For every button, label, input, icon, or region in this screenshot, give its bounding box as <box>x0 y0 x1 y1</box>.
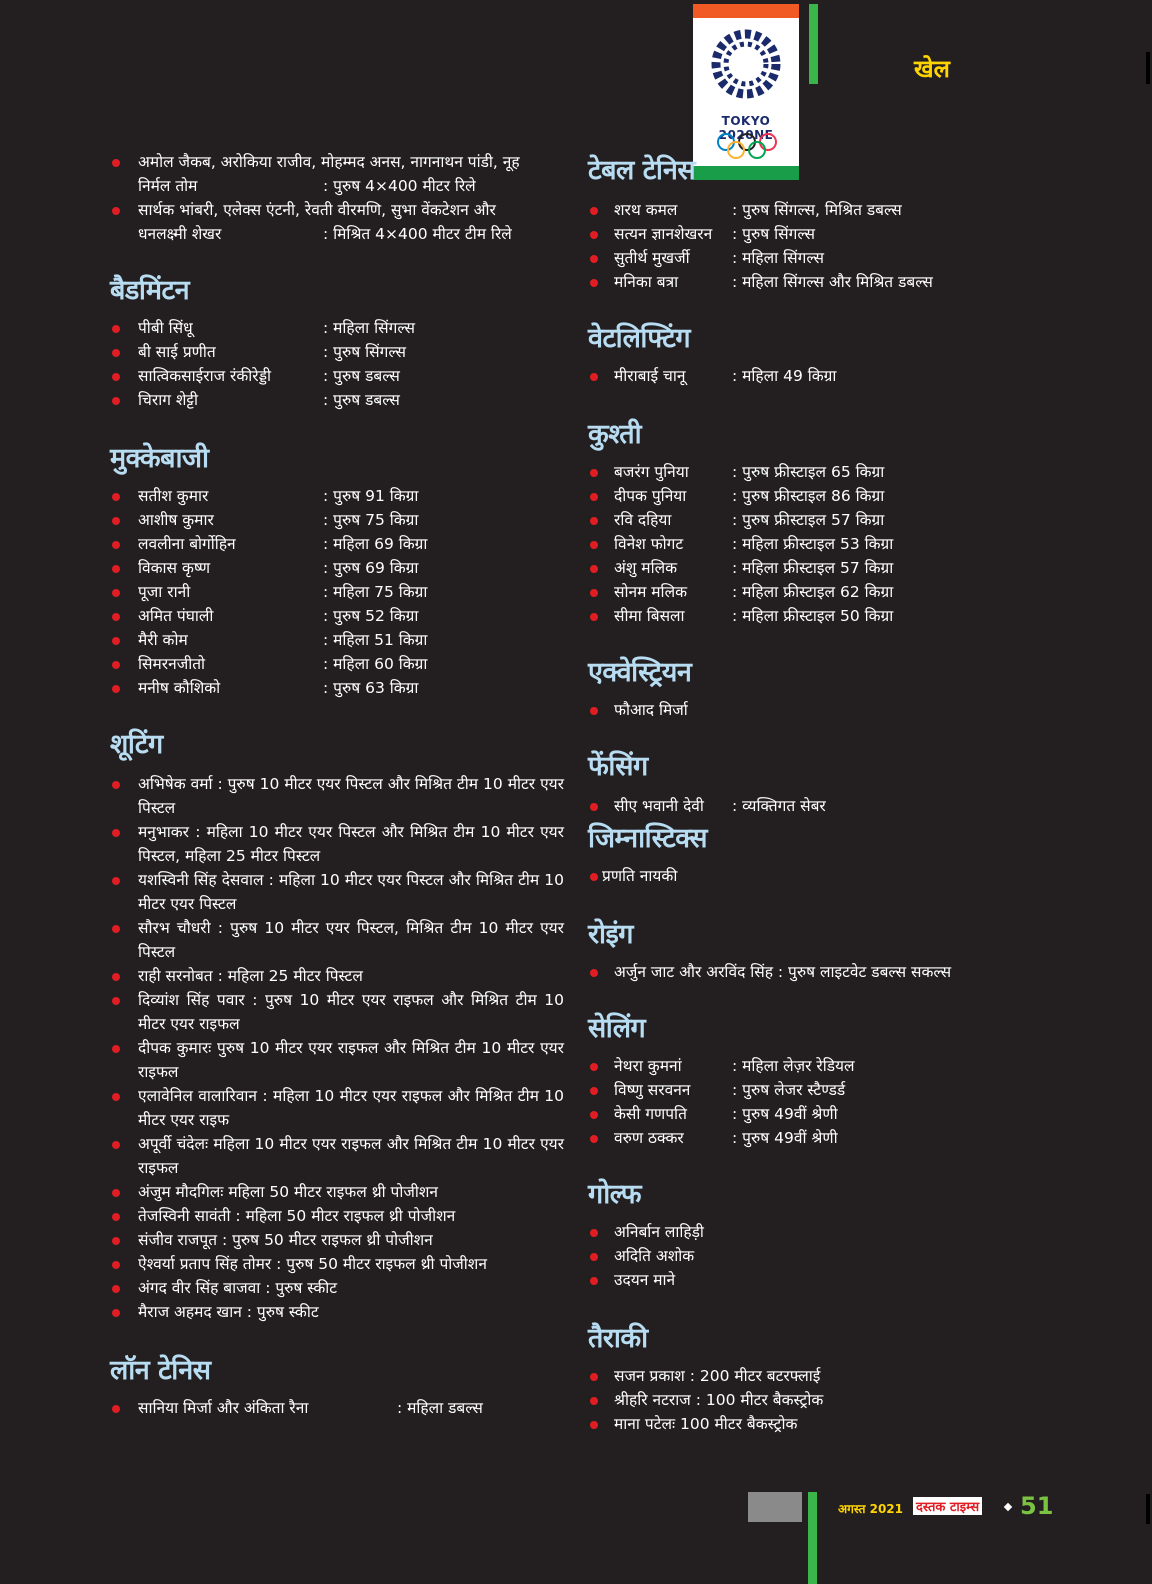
relay-names-cont: निर्मल तोम <box>138 177 198 195</box>
bullet-icon <box>112 613 120 621</box>
athlete-name: मीराबाई चानू <box>614 367 686 385</box>
athlete-name: पीबी सिंधू <box>138 319 193 337</box>
athlete-name: दीपक पुनिया <box>614 487 687 505</box>
bullet-icon <box>590 517 598 525</box>
athlete-event: : पुरुष फ्रीस्टाइल 57 किग्रा <box>732 511 885 529</box>
athlete-name: सोनम मलिक <box>614 583 687 601</box>
bullet-icon <box>590 469 598 477</box>
bullet-icon <box>112 877 120 885</box>
athlete-event: : महिला फ्रीस्टाइल 62 किग्रा <box>732 583 894 601</box>
shooter-entry: संजीव राजपूत : पुरुष 50 मीटर राइफल थ्री पोजीशन <box>138 1231 433 1249</box>
logo-bottom-strip <box>693 166 799 180</box>
bullet-icon <box>590 231 598 239</box>
athlete-entry: अर्जुन जाट और अरविंद सिंह : पुरुष लाइटवेट डबल्स सकल्स <box>614 963 952 981</box>
athlete-event: : महिला 75 किग्रा <box>323 583 428 601</box>
footer-grey-block <box>748 1492 802 1522</box>
shooter-entry: दीपक कुमारः पुरुष 10 मीटर एयर राइफल और मिश्रित टीम 10 मीटर एयर राइफल <box>138 1039 564 1081</box>
shooter-entry: तेजस्विनी सावंती : महिला 50 मीटर राइफल थ्री पोजीशन <box>138 1207 456 1225</box>
athlete-name: अनिर्बान लाहिड़ी <box>614 1223 704 1241</box>
bullet-icon <box>590 565 598 573</box>
swimming-heading: तैराकी <box>588 1323 648 1354</box>
lawn-tennis-heading: लॉन टेनिस <box>110 1355 211 1386</box>
athlete-name: उदयन माने <box>614 1271 676 1289</box>
bullet-icon <box>590 1277 598 1285</box>
bullet-icon <box>590 1063 598 1071</box>
bullet-icon <box>112 493 120 501</box>
shooter-entry: ऐश्वर्या प्रताप सिंह तोमर : पुरुष 50 मीटर राइफल थ्री पोजीशन <box>138 1255 487 1273</box>
bullet-icon <box>590 493 598 501</box>
relay-names: सार्थक भांबरी, एलेक्स एंटनी, रेवती वीरमणि, सुभा वेंकटेशन और <box>138 201 496 219</box>
footer-green-bar <box>808 1492 817 1584</box>
bullet-icon <box>112 1141 120 1149</box>
green-accent-bar <box>809 4 818 84</box>
athlete-name: सीए भवानी देवी <box>614 797 704 815</box>
athlete-name: सात्विकसाईराज रंकीरेड्डी <box>138 367 272 385</box>
bottom-right-bar <box>1146 1494 1150 1524</box>
relay-item <box>112 150 564 174</box>
list-item <box>112 1276 564 1300</box>
athlete-event: : पुरुष 49वीं श्रेणी <box>732 1129 838 1147</box>
athlete-event: : व्यक्तिगत सेबर <box>732 797 826 815</box>
athlete-event: : महिला 60 किग्रा <box>323 655 428 673</box>
badminton-heading: बैडमिंटन <box>110 275 190 306</box>
athlete-event: : महिला सिंगल्स और मिश्रित डबल्स <box>732 273 933 291</box>
athlete-event: : महिला लेज़र रेडियल <box>732 1057 855 1075</box>
bullet-icon <box>112 373 120 381</box>
relay-names-cont: धनलक्ष्मी शेखर <box>138 225 222 243</box>
bullet-icon <box>590 613 598 621</box>
bullet-icon <box>590 207 598 215</box>
list-item <box>112 916 564 964</box>
shooter-entry: मनुभाकर : महिला 10 मीटर एयर पिस्टल और मिश्रित टीम 10 मीटर एयर पिस्टल, महिला 25 मीटर पिस्टल <box>138 823 564 865</box>
athlete-name: वरुण ठक्कर <box>614 1129 684 1147</box>
bullet-icon <box>112 589 120 597</box>
shooter-entry: एलावेनिल वालारिवान : महिला 10 मीटर एयर राइफल और मिश्रित टीम 10 मीटर एयर राइफ <box>138 1087 564 1129</box>
rowing-heading: रोइंग <box>588 919 633 950</box>
athlete-name: शरथ कमल <box>614 201 678 219</box>
bullet-icon <box>112 685 120 693</box>
athlete-name: बी साई प्रणीत <box>138 343 216 361</box>
athlete-name: अदिति अशोक <box>614 1247 695 1265</box>
athlete-event: : पुरुष 63 किग्रा <box>323 679 419 697</box>
bullet-icon <box>112 781 120 789</box>
bullet-icon <box>590 1421 598 1429</box>
athlete-name: रवि दहिया <box>614 511 672 529</box>
list-item <box>112 964 564 988</box>
athlete-name: सिमरनजीतो <box>138 655 206 673</box>
shooter-entry: अंजुम मौदगिलः महिला 50 मीटर राइफल थ्री पोजीशन <box>138 1183 439 1201</box>
athlete-event: : पुरुष सिंगल्स <box>732 225 815 243</box>
logo-text: TOKYO 2020NE <box>718 114 774 142</box>
footer-month: अगस्त 2021 <box>838 1502 904 1516</box>
athlete-name: सतीश कुमार <box>138 487 209 505</box>
list-item <box>112 820 564 868</box>
bullet-icon <box>590 373 598 381</box>
bullet-icon <box>590 1253 598 1261</box>
athlete-event: : पुरुष 75 किग्रा <box>323 511 419 529</box>
list-item <box>112 988 564 1036</box>
footer-magazine-logo: दस्तक टाइम्स <box>913 1497 982 1515</box>
bullet-icon <box>590 1135 598 1143</box>
athlete-name: पूजा रानी <box>138 583 191 601</box>
logo-top-strip <box>693 4 799 18</box>
athlete-name: विष्णु सरवनन <box>614 1081 691 1099</box>
bullet-icon <box>590 873 598 881</box>
tokyo-olympic-emblem-icon <box>706 24 786 110</box>
golf-heading: गोल्फ <box>588 1179 642 1210</box>
athlete-name: सानिया मिर्जा और अंकिता रैना <box>138 1399 309 1417</box>
bullet-icon <box>590 803 598 811</box>
athlete-name: सीमा बिसला <box>614 607 685 625</box>
relay-item <box>112 198 564 222</box>
table-tennis-heading: टेबल टेनिस <box>588 155 696 186</box>
footer-separator-icon <box>1004 1503 1012 1511</box>
bullet-icon <box>112 541 120 549</box>
athlete-name: विनेश फोगट <box>614 535 684 553</box>
athlete-name: सुतीर्थ मुखर्जी <box>614 249 690 267</box>
bullet-icon <box>112 517 120 525</box>
athlete-event: : महिला फ्रीस्टाइल 57 किग्रा <box>732 559 894 577</box>
bullet-icon <box>590 1087 598 1095</box>
athlete-name: सत्यन ज्ञानशेखरन <box>614 225 713 243</box>
shooter-entry: अपूर्वी चंदेलः महिला 10 मीटर एयर राइफल और मिश्रित टीम 10 मीटर एयर राइफल <box>138 1135 564 1177</box>
athlete-name: मनिका बत्रा <box>614 273 679 291</box>
athlete-name: केसी गणपति <box>614 1105 687 1123</box>
shooter-entry: मैराज अहमद खान : पुरुष स्कीट <box>138 1303 319 1321</box>
athlete-entry: माना पटेलः 100 मीटर बैकस्ट्रोक <box>614 1415 798 1433</box>
list-item <box>112 772 564 820</box>
athlete-name: प्रणति नायकी <box>602 867 678 885</box>
athlete-event: : पुरुष लेजर स्टैण्डर्ड <box>732 1081 846 1099</box>
shooter-entry: दिव्यांश सिंह पवार : पुरुष 10 मीटर एयर राइफल और मिश्रित टीम 10 मीटर एयर राइफल <box>138 991 564 1033</box>
bullet-icon <box>590 707 598 715</box>
shooting-heading: शूटिंग <box>110 729 163 760</box>
athlete-name: विकास कृष्ण <box>138 559 211 577</box>
bullet-icon <box>112 997 120 1005</box>
athlete-event: : महिला 51 किग्रा <box>323 631 428 649</box>
bullet-icon <box>112 1261 120 1269</box>
athlete-event: : पुरुष डबल्स <box>323 391 400 409</box>
athlete-event: : पुरुष 69 किग्रा <box>323 559 419 577</box>
athlete-name: मैरी कोम <box>138 631 188 649</box>
athlete-event: : पुरुष सिंगल्स <box>323 343 406 361</box>
bullet-icon <box>112 637 120 645</box>
bullet-icon <box>112 1045 120 1053</box>
athlete-event: : महिला फ्रीस्टाइल 53 किग्रा <box>732 535 894 553</box>
bullet-icon <box>112 207 120 215</box>
weightlifting-heading: वेटलिफ्टिंग <box>588 323 691 354</box>
top-right-bar <box>1146 52 1150 84</box>
list-item <box>112 1084 564 1132</box>
bullet-icon <box>590 1229 598 1237</box>
bullet-icon <box>112 973 120 981</box>
athlete-name: फौआद मिर्जा <box>614 701 688 719</box>
bullet-icon <box>112 1237 120 1245</box>
equestrian-heading: एक्वेस्ट्रियन <box>588 657 692 688</box>
athlete-entry: श्रीहरि नटराज : 100 मीटर बैकस्ट्रोक <box>614 1391 824 1409</box>
shooter-entry: अंगद वीर सिंह बाजवा : पुरुष स्कीट <box>138 1279 338 1297</box>
bullet-icon <box>112 397 120 405</box>
athlete-event: : पुरुष 52 किग्रा <box>323 607 419 625</box>
wrestling-heading: कुश्ती <box>588 419 642 450</box>
athlete-event: : पुरुष फ्रीस्टाइल 65 किग्रा <box>732 463 885 481</box>
athlete-name: नेथरा कुमनां <box>614 1057 682 1075</box>
bullet-icon <box>112 1213 120 1221</box>
fencing-heading: फेंसिंग <box>588 751 648 782</box>
boxing-heading: मुक्केबाजी <box>110 443 209 474</box>
shooter-entry: राही सरनोबत : महिला 25 मीटर पिस्टल <box>138 967 363 985</box>
bullet-icon <box>112 1093 120 1101</box>
athlete-event: : महिला 49 किग्रा <box>732 367 837 385</box>
athlete-name: अमित पंघाली <box>138 607 214 625</box>
athlete-entry: सजन प्रकाश : 200 मीटर बटरफ्लाई <box>614 1367 821 1385</box>
section-label: खेल <box>914 55 950 83</box>
gymnastics-heading: जिम्नास्टिक्स <box>588 823 708 854</box>
athlete-event: : महिला फ्रीस्टाइल 50 किग्रा <box>732 607 894 625</box>
athlete-event: : महिला सिंगल्स <box>732 249 824 267</box>
bullet-icon <box>112 661 120 669</box>
athlete-event: : पुरुष सिंगल्स, मिश्रित डबल्स <box>732 201 902 219</box>
list-item <box>112 1036 564 1084</box>
list-item <box>112 1300 564 1324</box>
list-item <box>112 868 564 916</box>
bullet-icon <box>590 541 598 549</box>
olympic-rings-icon <box>716 132 778 160</box>
bullet-icon <box>590 1373 598 1381</box>
bullet-icon <box>112 159 120 167</box>
list-item <box>112 1252 564 1276</box>
bullet-icon <box>112 1405 120 1413</box>
bullet-icon <box>590 255 598 263</box>
bullet-icon <box>590 1397 598 1405</box>
athlete-name: लवलीना बोर्गोहिन <box>138 535 236 553</box>
shooter-entry: सौरभ चौधरी : पुरुष 10 मीटर एयर पिस्टल, मिश्रित टीम 10 मीटर एयर पिस्टल <box>138 919 564 961</box>
relay-names: अमोल जैकब, अरोकिया राजीव, मोहम्मद अनस, नागनाथन पांडी, नूह <box>138 153 520 171</box>
bullet-icon <box>112 1189 120 1197</box>
bullet-icon <box>112 829 120 837</box>
bullet-icon <box>112 565 120 573</box>
shooter-entry: यशस्विनी सिंह देसवाल : महिला 10 मीटर एयर पिस्टल और मिश्रित टीम 10 मीटर एयर पिस्टल <box>138 871 564 913</box>
shooter-entry: अभिषेक वर्मा : पुरुष 10 मीटर एयर पिस्टल और मिश्रित टीम 10 मीटर एयर पिस्टल <box>138 775 564 817</box>
list-item <box>112 1228 564 1252</box>
athlete-event: : पुरुष 49वीं श्रेणी <box>732 1105 838 1123</box>
list-item <box>112 1180 564 1204</box>
relay-event: : मिश्रित 4×400 मीटर टीम रिले <box>323 225 512 243</box>
athlete-name: बजरंग पुनिया <box>614 463 689 481</box>
bullet-icon <box>590 969 598 977</box>
athlete-event: : महिला 69 किग्रा <box>323 535 428 553</box>
athlete-event: : पुरुष फ्रीस्टाइल 86 किग्रा <box>732 487 885 505</box>
bullet-icon <box>112 325 120 333</box>
athlete-event: : पुरुष डबल्स <box>323 367 400 385</box>
list-item <box>112 1132 564 1180</box>
athlete-event: : पुरुष 91 किग्रा <box>323 487 419 505</box>
list-item <box>112 1204 564 1228</box>
bullet-icon <box>590 279 598 287</box>
bullet-icon <box>590 1111 598 1119</box>
bullet-icon <box>590 589 598 597</box>
athlete-event: : महिला डबल्स <box>397 1399 483 1417</box>
athlete-name: आशीष कुमार <box>138 511 214 529</box>
athlete-name: चिराग शेट्टी <box>138 391 198 409</box>
bullet-icon <box>112 1309 120 1317</box>
athlete-name: अंशु मलिक <box>614 559 678 577</box>
page-number: 51 <box>1020 1492 1054 1520</box>
sailing-heading: सेलिंग <box>588 1013 646 1044</box>
relay-event: : पुरुष 4×400 मीटर रिले <box>323 177 476 195</box>
athlete-name: मनीष कौशिको <box>138 679 221 697</box>
bullet-icon <box>112 925 120 933</box>
athlete-event: : महिला सिंगल्स <box>323 319 415 337</box>
bullet-icon <box>112 1285 120 1293</box>
bullet-icon <box>112 349 120 357</box>
